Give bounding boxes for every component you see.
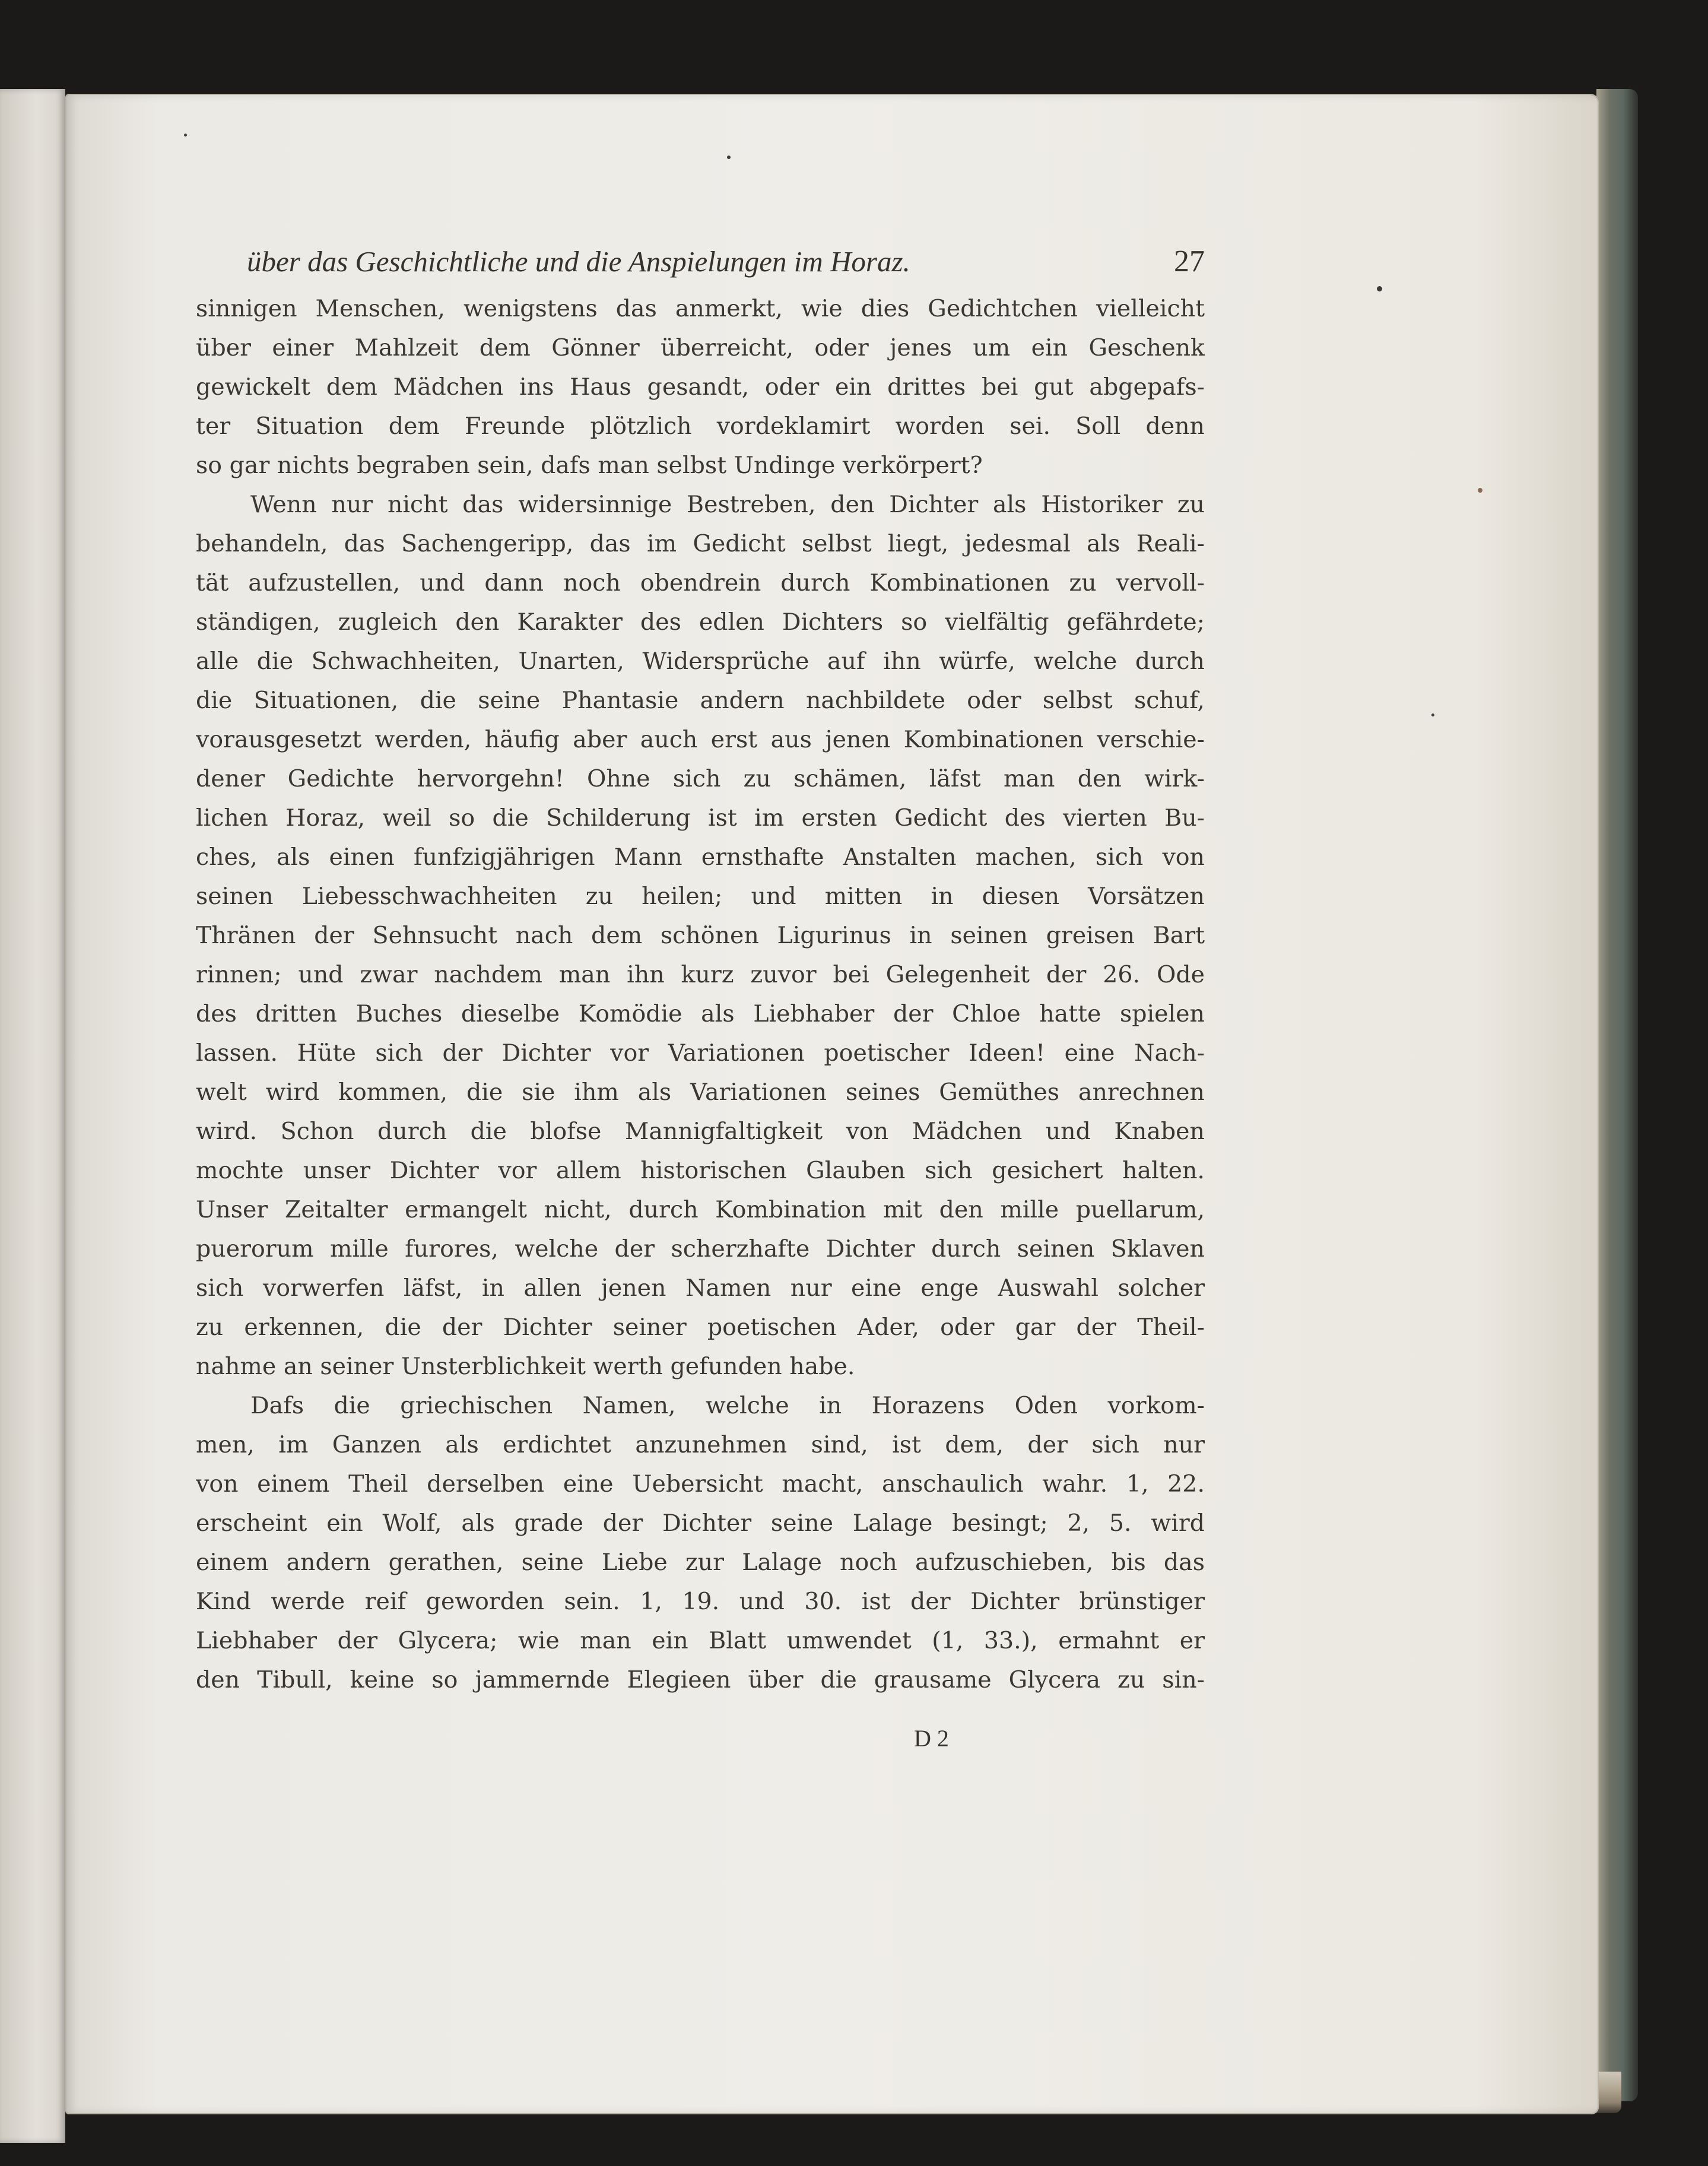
text-line: Wenn nur nicht das widersinnige Bestreben, den Dichter als Historiker zu: [250, 491, 1205, 518]
text-line: sinnigen Menschen, wenigstens das anmerkt, wie dies Gedichtchen vielleicht: [196, 295, 1205, 322]
text-line: so gar nichts begraben sein, dafs man selbst Undinge verkörpert?: [196, 452, 983, 479]
text-line: behandeln, das Sachengeripp, das im Gedicht selbst liegt, jedesmal als Reali-: [196, 530, 1205, 557]
text-line: alle die Schwachheiten, Unarten, Widersprüche auf ihn würfe, welche durch: [196, 648, 1205, 675]
paper-speck: [1478, 488, 1482, 493]
text-line: Dafs die griechischen Namen, welche in Horazens Oden vorkom-: [250, 1392, 1205, 1419]
text-line: ständigen, zugleich den Karakter des edlen Dichters so vielfältig gefährdete;: [196, 608, 1205, 636]
paper-speck: [727, 156, 731, 159]
text-line: ter Situation dem Freunde plötzlich vordeklamirt worden sei. Soll denn: [196, 413, 1205, 440]
text-block: [196, 237, 1205, 1699]
signature-mark: D 2: [914, 1725, 949, 1752]
text-line: einem andern gerathen, seine Liebe zur Lalage noch aufzuschieben, bis das: [196, 1549, 1205, 1576]
text-line: wird. Schon durch die blofse Mannigfaltigkeit von Mädchen und Knaben: [196, 1118, 1205, 1145]
body-text: [196, 289, 1205, 1699]
text-line: von einem Theil derselben eine Uebersicht macht, anschaulich wahr. 1, 22.: [196, 1470, 1205, 1498]
text-line: welt wird kommen, die sie ihm als Variationen seines Gemüthes anrechnen: [196, 1079, 1205, 1106]
text-line: men, im Ganzen als erdichtet anzunehmen sind, ist dem, der sich nur: [196, 1431, 1205, 1458]
text-line: die Situationen, die seine Phantasie andern nachbildete oder selbst schuf,: [196, 687, 1205, 714]
text-line: über einer Mahlzeit dem Gönner überreicht, oder jenes um ein Geschenk: [196, 334, 1205, 361]
text-line: Kind werde reif geworden sein. 1, 19. und 30. ist der Dichter brünstiger: [196, 1588, 1205, 1615]
text-line: rinnen; und zwar nachdem man ihn kurz zuvor bei Gelegenheit der 26. Ode: [196, 961, 1205, 988]
previous-page-edge: [0, 89, 65, 2143]
paper-speck: [184, 134, 187, 137]
text-line: Liebhaber der Glycera; wie man ein Blatt umwendet (1, 33.), ermahnt er: [196, 1627, 1205, 1654]
running-head-title: über das Geschichtliche und die Anspielungen im Horaz.: [247, 245, 910, 278]
paper-speck: [1431, 713, 1434, 716]
text-line: nahme an seiner Unsterblichkeit werth gefunden habe.: [196, 1353, 855, 1380]
text-line: tät aufzustellen, und dann noch obendrein durch Kombinationen zu vervoll-: [196, 569, 1205, 597]
text-line: seinen Liebesschwachheiten zu heilen; und mitten in diesen Vorsätzen: [196, 883, 1205, 910]
text-line: gewickelt dem Mädchen ins Haus gesandt, oder ein drittes bei gut abgepafs-: [196, 373, 1205, 401]
text-line: lassen. Hüte sich der Dichter vor Variationen poetischer Ideen! eine Nach-: [196, 1039, 1205, 1067]
text-line: des dritten Buches dieselbe Komödie als Liebhaber der Chloe hatte spielen: [196, 1000, 1205, 1027]
text-line: sich vorwerfen läfst, in allen jenen Namen nur eine enge Auswahl solcher: [196, 1274, 1205, 1302]
text-line: zu erkennen, die der Dichter seiner poetischen Ader, oder gar der Theil-: [196, 1314, 1205, 1341]
paper-speck: [1377, 286, 1382, 291]
text-line: Unser Zeitalter ermangelt nicht, durch Kombination mit den mille puellarum,: [196, 1196, 1205, 1223]
text-line: mochte unser Dichter vor allem historischen Glauben sich gesichert halten.: [196, 1157, 1205, 1184]
text-line: erscheint ein Wolf, als grade der Dichter seine Lalage besingt; 2, 5. wird: [196, 1509, 1205, 1537]
running-head: [196, 237, 1205, 286]
text-line: den Tibull, keine so jammernde Elegieen über die grausame Glycera zu sin-: [196, 1666, 1205, 1694]
text-line: Thränen der Sehnsucht nach dem schönen Ligurinus in seinen greisen Bart: [196, 922, 1205, 949]
text-line: puerorum mille furores, welche der scherzhafte Dichter durch seinen Sklaven: [196, 1235, 1205, 1263]
text-line: dener Gedichte hervorgehn! Ohne sich zu schämen, läfst man den wirk-: [196, 765, 1205, 792]
text-line: ches, als einen funfzigjährigen Mann ernsthafte Anstalten machen, sich von: [196, 843, 1205, 871]
page-block-edge-right: [1596, 89, 1638, 2101]
text-line: vorausgesetzt werden, häufig aber auch erst aus jenen Kombinationen verschie-: [196, 726, 1205, 753]
text-line: lichen Horaz, weil so die Schilderung ist im ersten Gedicht des vierten Bu-: [196, 804, 1205, 832]
page-number: 27: [1174, 245, 1205, 278]
